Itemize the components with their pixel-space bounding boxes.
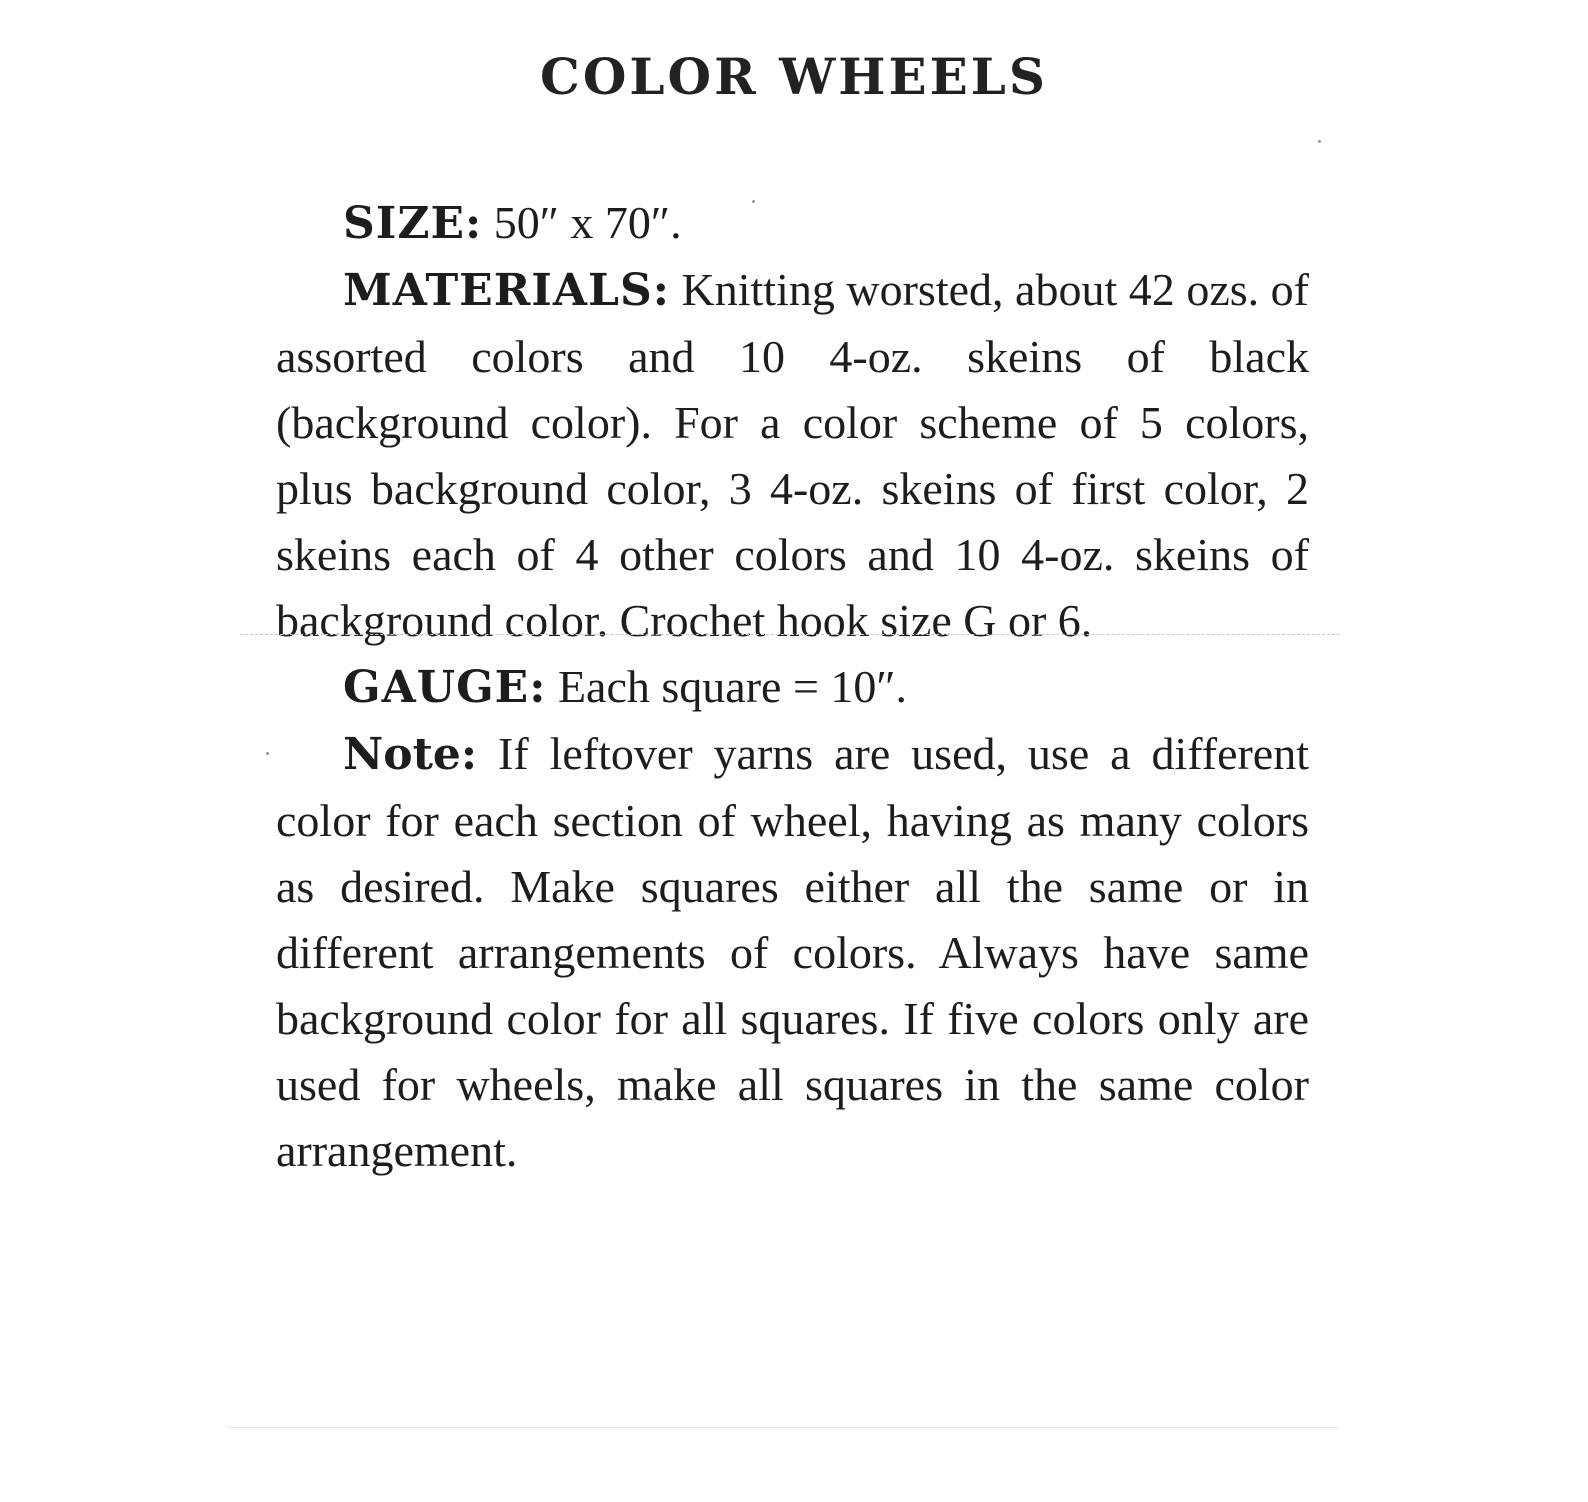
note-text: If leftover yarns are used, use a different color for each section of wheel, having as many colors as desired. Make squares either all the same or in different arrangements of colors. Always have same background color for all squares. If five colors only are used for wheels, make all squares in the same color arrangement. xyxy=(276,728,1309,1176)
note-label: Note: xyxy=(343,729,478,780)
scan-speck xyxy=(266,752,269,755)
instructions-column xyxy=(276,190,1309,1184)
gauge-paragraph xyxy=(276,654,1309,721)
page-title: COLOR WHEELS xyxy=(540,47,1048,106)
gauge-label: GAUGE: xyxy=(343,662,547,713)
size-paragraph xyxy=(276,190,1309,257)
gauge-text: Each square = 10″. xyxy=(546,661,908,712)
materials-paragraph xyxy=(276,257,1309,654)
size-label: SIZE: xyxy=(343,198,483,249)
scan-speck xyxy=(1318,140,1321,143)
note-paragraph xyxy=(276,721,1309,1184)
materials-text: Knitting worsted, about 42 ozs. of assorted colors and 10 4-oz. skeins of black (background color). For a color scheme of 5 colors, plus background color, 3 4-oz. skeins of first color, 2 skeins each of 4 other colors and 10 4-oz. skeins of background color. Crochet hook size G or 6. xyxy=(276,264,1309,646)
bottom-divider xyxy=(228,1427,1338,1428)
scan-speck xyxy=(752,200,755,203)
materials-label: MATERIALS: xyxy=(343,265,670,316)
scan-artifact-line xyxy=(240,634,1340,635)
size-text: 50″ x 70″. xyxy=(482,197,682,248)
